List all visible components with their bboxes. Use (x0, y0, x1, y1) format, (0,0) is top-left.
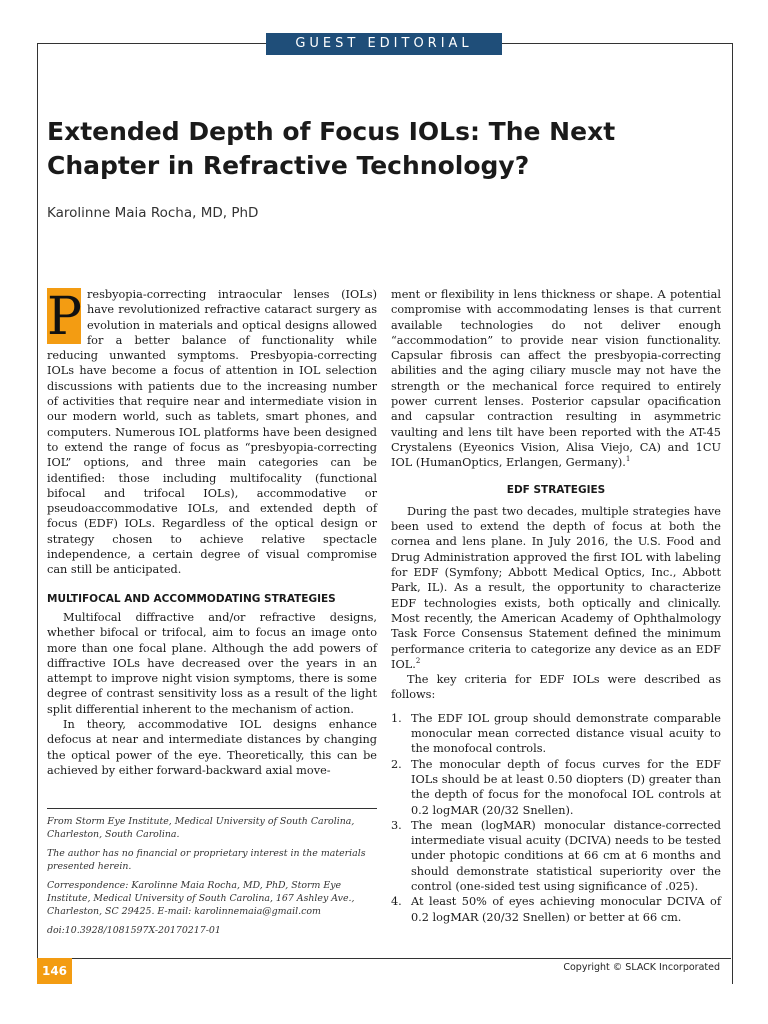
criteria-list (391, 711, 721, 925)
list-item (391, 757, 721, 818)
footnote-correspondence: Correspondence: Karolinne Maia Rocha, MD, PhD, Storm Eye Institute, Medical University of South Carolina, 167 Ashley Ave., Charleston, SC 29425. E-mail: karolinnemaia@gmail.com (47, 880, 355, 917)
list-number: 2. (391, 757, 402, 771)
footnotes (47, 808, 377, 945)
edf-paragraph-1 (391, 504, 721, 672)
list-number: 1. (391, 711, 402, 725)
heading-multifocal: MULTIFOCAL AND ACCOMMODATING STRATEGIES (47, 592, 336, 605)
right-paragraph-1 (391, 287, 721, 471)
multifocal-paragraph-1: Multifocal diffractive and/or refractive designs, whether bifocal or trifocal, aim to focus an image onto more than one focal plane. Although the add powers of diffractive IOLs have decreased over the years in an attempt to improve night vision symptoms, there is some degree of contrast sensitivity loss as a result of the light split differential inherent to the mechanism of action. (47, 610, 377, 716)
copyright: Copyright © SLACK Incorporated (563, 962, 720, 973)
list-item (391, 711, 721, 757)
list-number: 4. (391, 895, 402, 909)
list-text: The EDF IOL group should demonstrate comparable monocular mean corrected distance visual acuity to the monofocal controls. (411, 711, 721, 756)
reference-1: 1 (625, 455, 631, 464)
drop-cap: P (47, 287, 82, 347)
list-text: At least 50% of eyes achieving monocular DCIVA of 0.2 logMAR (20/32 Snellen) or better at 66 cm. (411, 895, 721, 924)
footnote-disclosure: The author has no financial or proprietary interest in the materials presented herein. (47, 848, 366, 872)
list-item (391, 818, 721, 894)
intro-paragraph: resbyopia-correcting intraocular lenses (IOLs) have revolutionized refractive cataract surgery as evolution in materials and optical designs allowed for a better balance of functionality while reducing unwanted symptoms. Presbyopia-correcting IOLs have become a focus of attention in IOL selection discussions with patients due to the increasing number of activities that require near and intermediate vision in our modern world, such as tablets, smart phones, and computers. Numerous IOL platforms have been designed to extend the range of focus as “presbyopia-correcting IOL” options, and three main categories can be identified: those including multifocality (functional bifocal and trifocal IOLs), accommodative or pseudoaccommodative IOLs, and extended depth of focus (EDF) IOLs. Regardless of the optical design or strategy chosen to achieve relative spectacle independence, a certain degree of visual compromise can still be anticipated. (47, 288, 377, 577)
right-column (391, 287, 721, 925)
list-item (391, 894, 721, 925)
right-paragraph-1-text: ment or flexibility in lens thickness or shape. A potential compromise with accommodating lenses is that current available technologies do not deliver enough “accommodation” to provide near vision functionality. Capsular fibrosis can affect the presbyopia-correcting abilities and the aging ciliary muscle may not have the strength or the mechanical force required to entirely power current lenses. Posterior capsular opacification and capsular contraction resulting in asymmetric vaulting and lens tilt have been reported with the AT-45 Crystalens (Eyeonics Vision, Alisa Viejo, CA) and 1CU IOL (HumanOptics, Erlangen, Germany). (391, 288, 721, 470)
left-column (47, 287, 377, 778)
list-number: 3. (391, 818, 402, 832)
footer-rule (37, 958, 731, 959)
article-title: Extended Depth of Focus IOLs: The Next Chapter in Refractive Technology? (47, 117, 616, 180)
heading-edf: EDF STRATEGIES (506, 483, 606, 496)
page-number: 146 (37, 958, 72, 984)
list-text: The monocular depth of focus curves for the EDF IOLs should be at least 0.50 diopters (D) greater than the depth of focus for the monofocal IOL controls at 0.2 logMAR (20/32 Snellen). (411, 757, 721, 817)
list-text: The mean (logMAR) monocular distance-corrected intermediate visual acuity (DCIVA) needs to be tested under photopic conditions at 66 cm at 6 months and should demonstrate statistical superiority over the control (one-sided test using significance of .025). (411, 818, 721, 893)
footnote-affiliation: From Storm Eye Institute, Medical University of South Carolina, Charleston, South Carolina. (47, 816, 355, 840)
section-banner: GUEST EDITORIAL (266, 33, 502, 55)
reference-2: 2 (415, 657, 421, 666)
edf-paragraph-2: The key criteria for EDF IOLs were described as follows: (391, 673, 721, 702)
multifocal-paragraph-2: In theory, accommodative IOL designs enhance defocus at near and intermediate distances by changing the optical power of the eye. Theoretically, this can be achieved by either forward-backward axial move- (47, 718, 377, 777)
edf-paragraph-1-text: During the past two decades, multiple strategies have been used to extend the depth of focus at both the cornea and lens plane. In July 2016, the U.S. Food and Drug Administration approved the first IOL with labeling for EDF (Symfony; Abbott Medical Optics, Inc., Abbott Park, IL). As a result, the opportunity to characterize EDF technologies exists, both optically and clinically. Most recently, the American Academy of Ophthalmology Task Force Consensus Statement defined the minimum performance criteria to categorize any device as an EDF IOL. (391, 504, 721, 671)
article-author: Karolinne Maia Rocha, MD, PhD (47, 205, 259, 221)
footnote-doi: doi:10.3928/1081597X-20170217-01 (47, 925, 221, 937)
